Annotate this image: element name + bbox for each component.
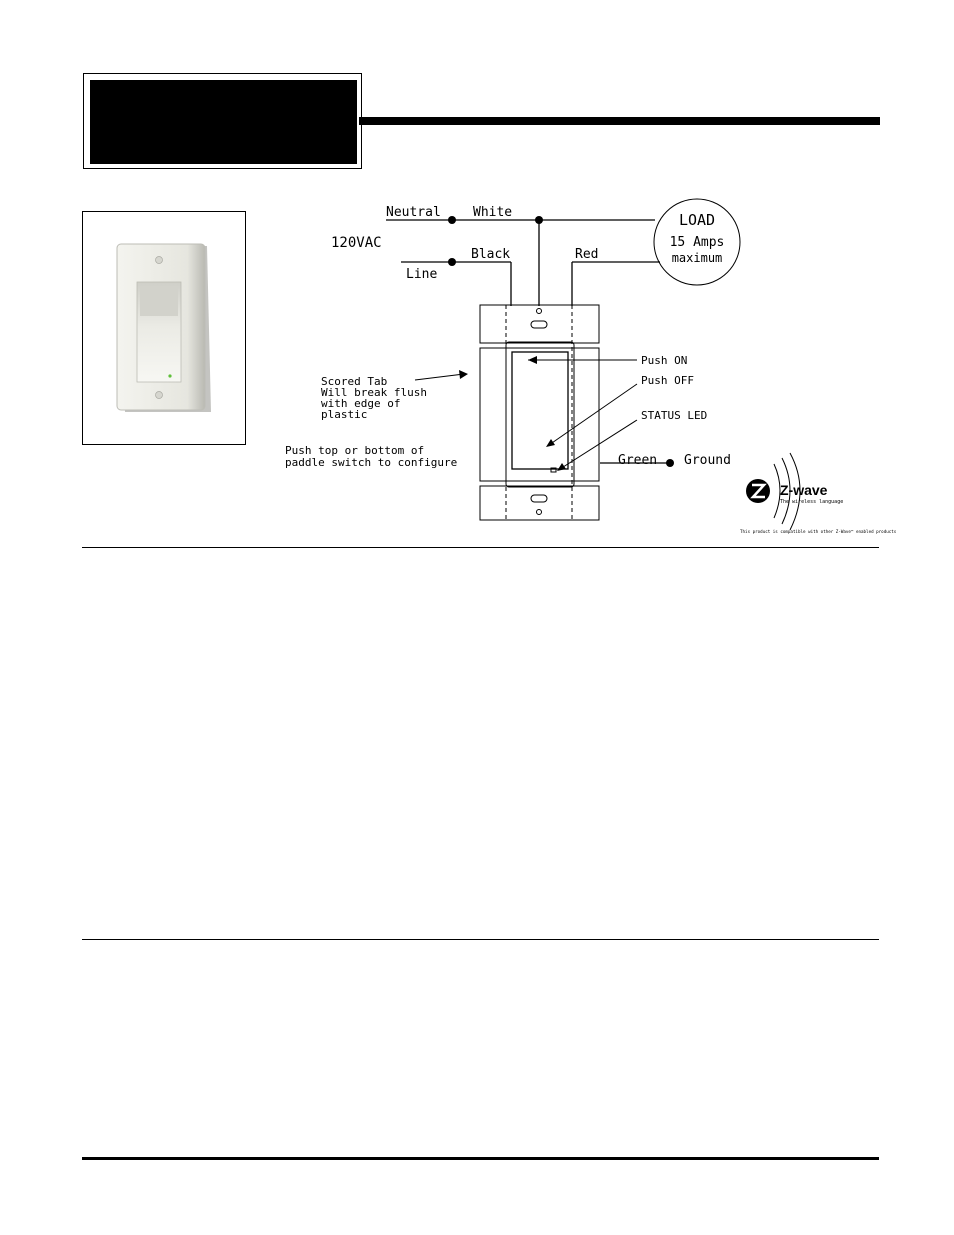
red-label: Red	[575, 247, 599, 262]
footer-rule	[82, 1157, 879, 1160]
zwave-compat-note: This product is compatible with other Z-Wave™ enabled products	[740, 529, 897, 534]
bottom-strap-slot	[531, 495, 547, 502]
product-photo	[82, 211, 246, 445]
top-strap-screw	[537, 309, 542, 314]
scored-tab-line-3: with edge of	[321, 397, 401, 410]
bottom-strap-screw	[537, 510, 542, 515]
load-max: maximum	[671, 251, 723, 265]
voltage-label: 120VAC	[331, 235, 382, 251]
line-terminal	[448, 258, 456, 266]
configure-line-2: paddle switch to configure	[285, 456, 458, 469]
paddle-top	[140, 286, 178, 316]
configure-line-1: Push top or bottom of	[285, 444, 425, 457]
title-box	[83, 73, 362, 169]
neutral-label: Neutral	[386, 205, 441, 220]
green-label: Green	[618, 453, 658, 468]
status-led-label: STATUS LED	[641, 409, 708, 422]
title-box-fill	[90, 80, 357, 164]
zwave-tagline: The wireless language	[780, 499, 844, 505]
top-strap-slot	[531, 321, 547, 328]
scored-tab-line-2: Will break flush	[321, 386, 427, 399]
title-rule	[359, 117, 880, 125]
scored-tab-line-4: plastic	[321, 408, 368, 421]
ground-terminal	[666, 459, 674, 467]
ground-label: Ground	[684, 453, 731, 468]
push-on-label: Push ON	[641, 354, 688, 367]
scored-tab-arrow	[459, 370, 468, 379]
line-label: Line	[406, 267, 438, 282]
zwave-brand: Z-wave	[780, 482, 828, 498]
led-indicator	[168, 374, 171, 377]
plate-screw-bottom	[156, 392, 163, 399]
status-led-arrow	[557, 463, 566, 471]
load-title: LOAD	[678, 211, 716, 229]
scored-tab-note	[321, 375, 434, 421]
switch-illustration	[83, 212, 245, 444]
push-off-arrow	[546, 439, 555, 447]
plate-screw-top	[156, 257, 163, 264]
white-label: White	[473, 205, 513, 220]
scored-tab-leader	[415, 374, 464, 380]
neutral-terminal	[448, 216, 456, 224]
section-rule-1	[82, 547, 879, 548]
paddle-outline	[512, 352, 568, 469]
white-junction	[535, 216, 543, 224]
scored-tab-line-1: Scored Tab	[321, 375, 388, 388]
zwave-logo	[740, 453, 897, 534]
device-yoke	[506, 342, 574, 487]
wiring-diagram	[270, 190, 897, 534]
section-rule-2	[82, 939, 879, 940]
push-off-label: Push OFF	[641, 374, 694, 387]
black-label: Black	[471, 247, 511, 262]
push-on-arrow	[528, 356, 537, 364]
device-body	[480, 348, 599, 481]
push-off-leader	[549, 384, 637, 445]
top-mounting-strap	[480, 305, 599, 343]
load-amps: 15 Amps	[669, 235, 725, 250]
configure-note	[285, 444, 457, 469]
